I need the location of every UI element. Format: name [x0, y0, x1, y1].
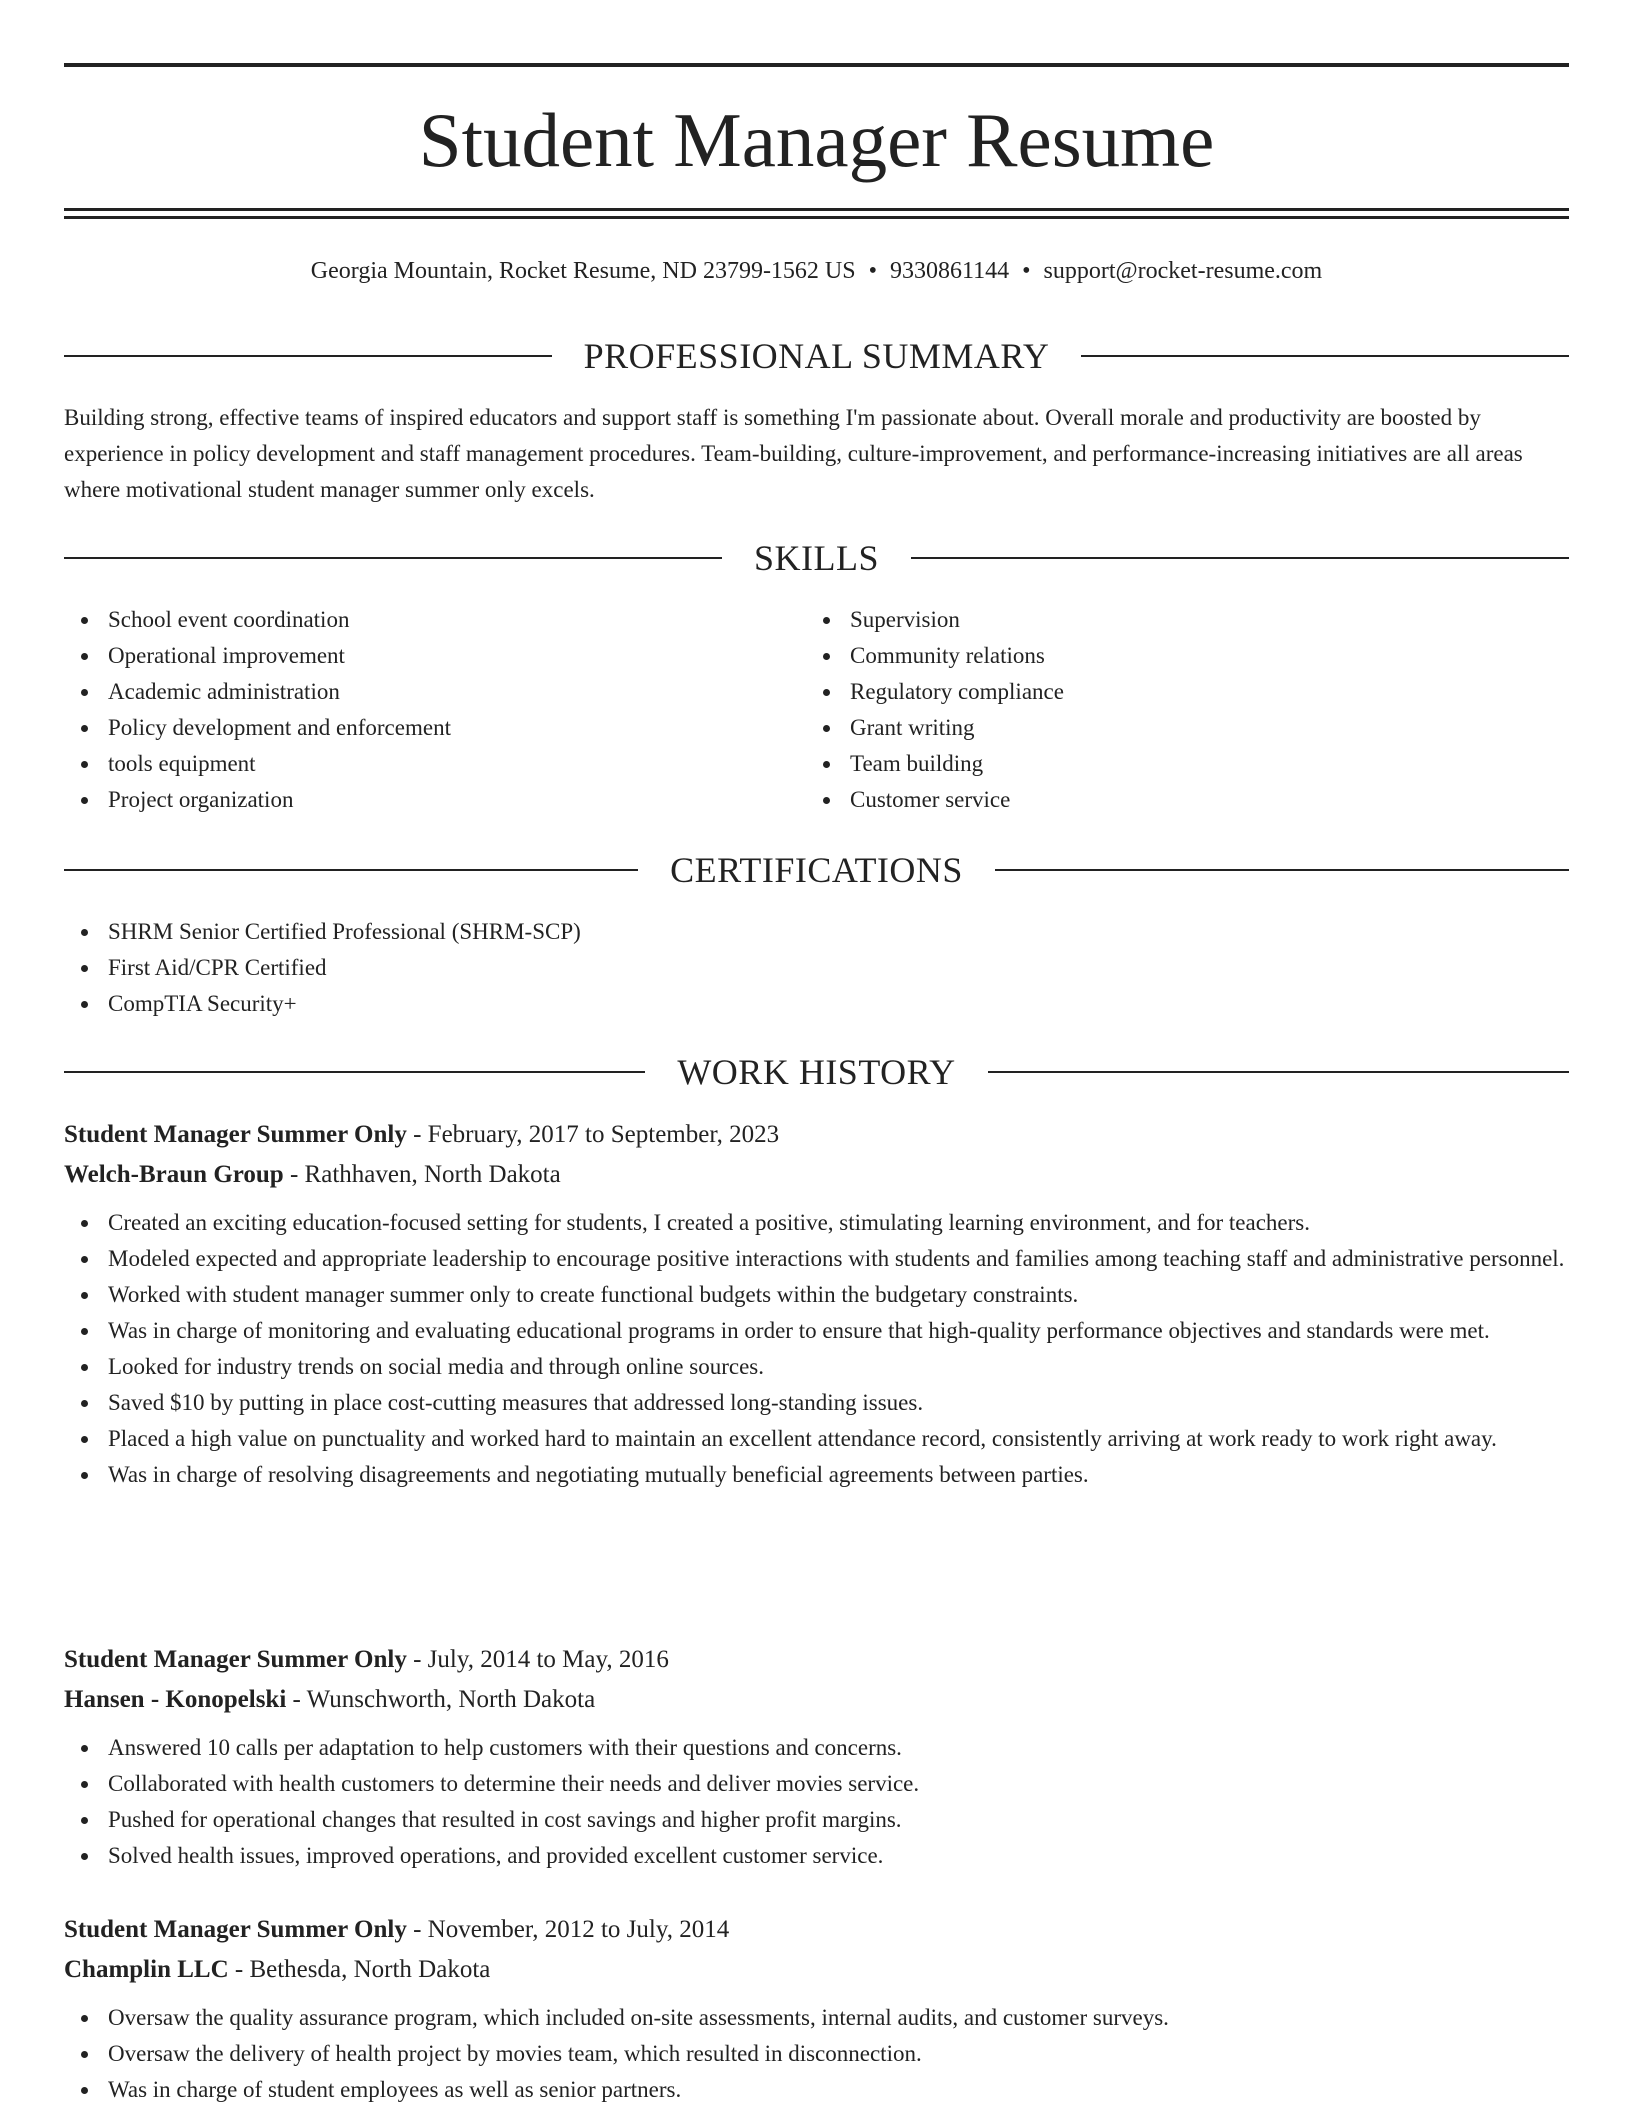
- job-dates: - November, 2012 to July, 2014: [406, 1916, 730, 1943]
- certifications-heading: [64, 848, 1569, 892]
- skill-item: Operational improvement: [64, 638, 764, 674]
- heading-rule-left: [64, 1071, 645, 1073]
- skill-item: Supervision: [806, 602, 1506, 638]
- job-bullet: Solved health issues, improved operations, and provided excellent customer service.: [64, 1838, 1569, 1874]
- skill-item-list: [64, 602, 764, 818]
- job-bullet: Answered 10 calls per adaptation to help customers with their questions and concerns.: [64, 1730, 1569, 1766]
- job-entry: [64, 1115, 1569, 1493]
- heading-rule-right: [988, 1071, 1569, 1073]
- job-bullet-list: [64, 2000, 1569, 2108]
- skill-item: Customer service: [806, 782, 1506, 818]
- job-bullet: Oversaw the delivery of health project by movies team, which resulted in disconnection.: [64, 2036, 1569, 2072]
- job-title-line: [64, 1640, 1569, 1680]
- contact-separator: •: [868, 258, 878, 284]
- heading-rule-left: [64, 355, 552, 357]
- certification-item: SHRM Senior Certified Professional (SHRM-SCP): [64, 914, 1569, 950]
- top-rule: [64, 63, 1569, 67]
- skill-item: Regulatory compliance: [806, 674, 1506, 710]
- certification-item: CompTIA Security+: [64, 986, 1569, 1022]
- certification-item: First Aid/CPR Certified: [64, 950, 1569, 986]
- skills-heading-text: SKILLS: [754, 538, 880, 578]
- job-company-line: [64, 1155, 1569, 1195]
- skill-item: Project organization: [64, 782, 764, 818]
- work-history-heading-text: WORK HISTORY: [677, 1052, 956, 1092]
- contact-line: [64, 254, 1569, 288]
- summary-heading: [64, 334, 1569, 378]
- job-bullet: Was in charge of monitoring and evaluating educational programs in order to ensure that high-quality performance objectives and standards were met.: [64, 1313, 1569, 1349]
- job-company: Welch-Braun Group: [64, 1161, 284, 1188]
- job-bullet-list: [64, 1205, 1569, 1493]
- job-dates: - February, 2017 to September, 2023: [406, 1121, 780, 1148]
- job-entry: [64, 1910, 1569, 2108]
- heading-rule-left: [64, 869, 638, 871]
- job-bullet: Was in charge of resolving disagreements and negotiating mutually beneficial agreements between parties.: [64, 1457, 1569, 1493]
- job-location: - Bethesda, North Dakota: [228, 1956, 491, 1983]
- skill-item: Team building: [806, 746, 1506, 782]
- skill-item: Policy development and enforcement: [64, 710, 764, 746]
- job-company: Champlin LLC: [64, 1956, 229, 1983]
- heading-rule-right: [911, 557, 1569, 559]
- job-title: Student Manager Summer Only: [64, 1646, 407, 1673]
- job-title-line: [64, 1115, 1569, 1155]
- contact-phone: 9330861144: [890, 258, 1010, 284]
- skills-heading: [64, 536, 1569, 580]
- job-bullet: Modeled expected and appropriate leadership to encourage positive interactions with students and families among teaching staff and administrative personnel.: [64, 1241, 1569, 1277]
- work-history-heading: [64, 1050, 1569, 1094]
- job-bullet: Worked with student manager summer only to create functional budgets within the budgetary constraints.: [64, 1277, 1569, 1313]
- heading-rule-left: [64, 557, 722, 559]
- job-bullet: Looked for industry trends on social media and through online sources.: [64, 1349, 1569, 1385]
- summary-text: Building strong, effective teams of inspired educators and support staff is something I'm passionate about. Overall morale and productivity are boosted by experience in policy development and staff management procedures. Team-building, culture-improvement, and performance-increasing initiatives are all areas where motivational student manager summer only excels.: [64, 405, 1523, 502]
- title-rule-lower: [64, 216, 1569, 219]
- job-location: - Rathhaven, North Dakota: [283, 1161, 561, 1188]
- contact-email: support@rocket-resume.com: [1043, 258, 1323, 284]
- title-rule-upper: [64, 208, 1569, 211]
- job-title: Student Manager Summer Only: [64, 1121, 407, 1148]
- certification-item-list: [64, 914, 1569, 1022]
- resume-title: Student Manager Resume: [418, 97, 1215, 183]
- contact-address: Georgia Mountain, Rocket Resume, ND 23799-1562 US: [310, 258, 856, 284]
- job-bullet-list: [64, 1730, 1569, 1874]
- job-bullet: Pushed for operational changes that resulted in cost savings and higher profit margins.: [64, 1802, 1569, 1838]
- job-title: Student Manager Summer Only: [64, 1916, 407, 1943]
- job-bullet: Created an exciting education-focused setting for students, I created a positive, stimulating learning environment, and for teachers.: [64, 1205, 1569, 1241]
- job-company-line: [64, 1950, 1569, 1990]
- job-title-line: [64, 1910, 1569, 1950]
- job-bullet: Was in charge of student employees as well as senior partners.: [64, 2072, 1569, 2108]
- skills-column-left: [64, 602, 764, 818]
- job-dates: - July, 2014 to May, 2016: [406, 1646, 669, 1673]
- job-bullet: Placed a high value on punctuality and worked hard to maintain an excellent attendance record, consistently arriving at work ready to work right away.: [64, 1421, 1569, 1457]
- skill-item-list: [806, 602, 1506, 818]
- job-entry: [64, 1640, 1569, 1874]
- certifications-list: [64, 914, 1569, 1022]
- skill-item: School event coordination: [64, 602, 764, 638]
- job-location: - Wunschworth, North Dakota: [286, 1686, 596, 1713]
- heading-rule-right: [995, 869, 1569, 871]
- job-company-line: [64, 1680, 1569, 1720]
- certifications-heading-text: CERTIFICATIONS: [670, 850, 963, 890]
- summary-heading-text: PROFESSIONAL SUMMARY: [583, 336, 1050, 376]
- skill-item: Academic administration: [64, 674, 764, 710]
- heading-rule-right: [1081, 355, 1569, 357]
- skill-item: Grant writing: [806, 710, 1506, 746]
- contact-separator: •: [1022, 258, 1031, 284]
- job-bullet: Collaborated with health customers to determine their needs and deliver movies service.: [64, 1766, 1569, 1802]
- job-bullet: Saved $10 by putting in place cost-cutting measures that addressed long-standing issues.: [64, 1385, 1569, 1421]
- skill-item: tools equipment: [64, 746, 764, 782]
- skill-item: Community relations: [806, 638, 1506, 674]
- job-company: Hansen - Konopelski: [64, 1686, 287, 1713]
- skills-column-right: [806, 602, 1506, 818]
- job-bullet: Oversaw the quality assurance program, which included on-site assessments, internal audits, and customer surveys.: [64, 2000, 1569, 2036]
